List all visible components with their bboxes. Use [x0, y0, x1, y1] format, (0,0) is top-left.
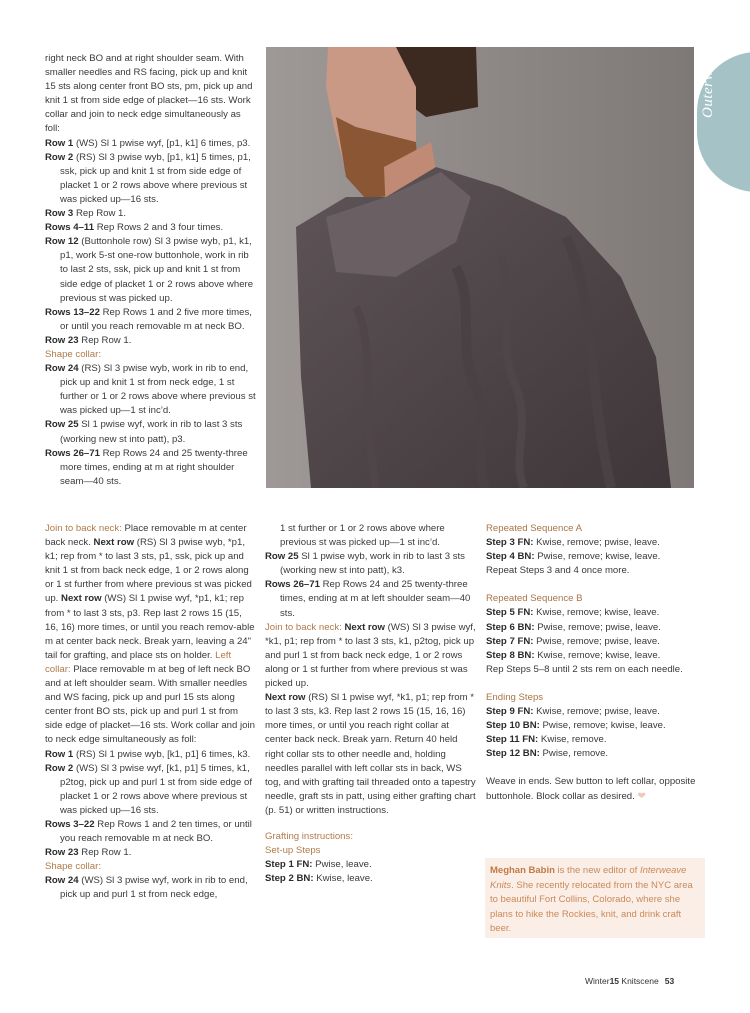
- join-back-neck-paragraph-2: Join to back neck: Next row (WS) Sl 3 pwise wyf, *k1, p1; rep from * to last 3 sts, k1, p2tog, pick up and purl 1 st from back neck edge, 1 or 2 rows along or 1 st further from where previous st was picked up.: [265, 621, 476, 690]
- grafting-step: Step 6 BN: Pwise, remove; pwise, leave.: [486, 621, 661, 633]
- column-3: [486, 522, 698, 804]
- grafting-step: Step 4 BN: Pwise, remove; kwise, leave.: [486, 551, 661, 563]
- join-back-neck-paragraph: Join to back neck: Place removable m at center back neck. Next row (RS) Sl 3 pwise wyb, *p1, k1; rep from * to last 3 sts, p1, ssk, pick up and knit 1 st from back neck edge, 1 or 2 rows along or 1 st further from where previous st was picked up. Next row (WS) Sl 1 pwise wyf, *p1, k1; rep from * to last 3 sts, p3. Rep last 2 rows 15 (15, 16, 16) more times, or until you reach remov-able m at center back neck. Break yarn, leaving a 24" tail for grafting, and place sts on holder. Left collar: Place removable m at beg of left neck BO and at left shoulder seam. With smaller needles and WS facing, pick up and purl 15 sts along center front BO sts, pick up and purl 1 st from side edge of placket—16 sts. Work collar and join to neck edge simultaneously as foll:: [45, 523, 255, 746]
- pattern-row: Row 2 (RS) Sl 3 pwise wyb, [p1, k1] 5 times, p1, ssk, pick up and knit 1 st from side edge of placket 1 or 2 rows above where previous st was picked up—16 sts.: [45, 151, 251, 205]
- pattern-row: Row 25 Sl 1 pwise wyb, work in rib to last 3 sts (working new st into patt), k3.: [265, 551, 465, 577]
- shape-collar-heading-2: Shape collar:: [45, 861, 101, 873]
- row-24-left: Row 24 (WS) Sl 3 pwise wyf, work in rib to end, pick up and purl 1 st from neck edge,: [45, 875, 248, 901]
- grafting-step: Step 7 FN: Pwise, remove; pwise, leave.: [486, 635, 660, 647]
- grafting-step: Step 3 FN: Kwise, remove; pwise, leave.: [486, 537, 660, 549]
- grafting-step: Step 10 BN: Pwise, remove; kwise, leave.: [486, 720, 666, 732]
- pattern-row: Row 23 Rep Row 1.: [45, 847, 132, 859]
- grafting-step: Step 2 BN: Kwise, leave.: [265, 873, 373, 885]
- bio-text: Meghan Babin is the new editor of Interweave Knits. She recently relocated from the NYC area to beautiful Fort Collins, Colorado, where she plans to hike the Rockies, knit, and drink craft beer.: [490, 865, 693, 934]
- grafting-step: Step 12 BN: Pwise, remove.: [486, 748, 609, 760]
- intro-text: right neck BO and at right shoulder seam. With smaller needles and RS facing, pick up and knit 15 sts along center front BO sts, pm, pick up and knit 1 st from side edge of placket—16 sts. Work collar and join to neck edge simultaneously as foll:: [45, 53, 253, 135]
- join-back-neck-heading: Join to back neck:: [45, 523, 122, 534]
- sequence-a-heading: Repeated Sequence A: [486, 523, 583, 534]
- pattern-row: Rows 3–22 Rep Rows 1 and 2 ten times, or until you reach removable m at neck BO.: [45, 818, 252, 845]
- pattern-row: Row 3 Rep Row 1.: [45, 208, 127, 220]
- pattern-row: Row 12 (Buttonhole row) Sl 3 pwise wyb, p1, k1, p1, work 5-st one-row buttonhole, work in rib to last 2 sts, ssk, pick up and knit 1 st from side edge of placket 1 or 2 rows above where previous st was picked up.: [45, 236, 254, 304]
- continued-text: 1 st further or 1 or 2 rows above where previous st was picked up—1 st inc’d.: [280, 523, 445, 549]
- pattern-row: Rows 26–71 Rep Rows 24 and 25 twenty-three more times, ending at m at right shoulder seam—40 sts.: [45, 447, 248, 487]
- page-footer: Winter15 Knitscene 53: [585, 976, 675, 986]
- sequence-b-note: Rep Steps 5–8 until 2 sts rem on each needle.: [486, 663, 683, 675]
- page-number: 53: [664, 976, 675, 986]
- pattern-row: Row 25 Sl 1 pwise wyf, work in rib to last 3 sts (working new st into patt), p3.: [45, 419, 243, 445]
- heart-icon: ❤: [637, 790, 646, 802]
- section-tab-label: Outerwear: [700, 48, 716, 118]
- sequence-b-heading: Repeated Sequence B: [486, 593, 583, 605]
- sweater-photo: [266, 47, 694, 488]
- grafting-step: Step 11 FN: Kwise, remove.: [486, 734, 607, 746]
- next-row-paragraph: Next row (RS) Sl 1 pwise wyf, *k1, p1; rep from * to last 3 sts, k3. Rep last 2 rows 15 (15, 16, 16) more times, or until you reach right collar at center back neck. Break yarn. Return 40 held right collar sts to other needle and, holding needles parallel with left collar sts in back, WS tog, and with grafting tail threaded onto a tapestry needle, graft sts in patt, using either grafting chart (p. 51) or written instructions.: [265, 692, 476, 816]
- finishing-text: Weave in ends. Sew button to left collar, opposite buttonhole. Block collar as desired. ❤: [486, 776, 696, 802]
- left-collar-heading: Left collar:: [45, 649, 232, 675]
- grafting-step: Step 1 FN: Pwise, leave.: [265, 859, 372, 871]
- pattern-row: Rows 13–22 Rep Rows 1 and 2 five more times, or until you reach removable m at neck BO.: [45, 306, 252, 332]
- grafting-step: Step 5 FN: Kwise, remove; kwise, leave.: [486, 607, 660, 619]
- pattern-row: Row 1 (WS) Sl 1 pwise wyf, [p1, k1] 6 times, p3.: [45, 137, 251, 149]
- column-2: [265, 522, 477, 886]
- pattern-row: Row 24 (RS) Sl 3 pwise wyb, work in rib to end, pick up and knit 1 st from neck edge, 1 st further or 1 or 2 rows above where previous st was picked up—1 st inc’d.: [45, 363, 256, 417]
- pattern-row: Rows 4–11 Rep Rows 2 and 3 four times.: [45, 222, 224, 234]
- ending-steps-heading: Ending Steps: [486, 691, 544, 703]
- sequence-a-note: Repeat Steps 3 and 4 once more.: [486, 565, 630, 577]
- pattern-row: Row 23 Rep Row 1.: [45, 334, 132, 346]
- pattern-row: Row 1 (RS) Sl 1 pwise wyb, [k1, p1] 6 times, k3.: [45, 748, 251, 760]
- setup-steps-heading: Set-up Steps: [265, 845, 321, 857]
- column-1-lower: [45, 522, 257, 903]
- grafting-step: Step 9 FN: Kwise, remove; pwise, leave.: [486, 706, 660, 718]
- grafting-step: Step 8 BN: Kwise, remove; kwise, leave.: [486, 649, 661, 661]
- pattern-row: Rows 26–71 Rep Rows 24 and 25 twenty-three times, ending at m at left shoulder seam—40 sts.: [265, 579, 471, 619]
- column-1: [45, 52, 257, 489]
- pattern-row: Row 2 (WS) Sl 3 pwise wyf, [k1, p1] 5 times, k1, p2tog, pick up and purl 1 st from side edge of placket 1 or 2 rows above where previous st was picked up—16 sts.: [45, 762, 252, 816]
- grafting-heading: Grafting instructions:: [265, 830, 353, 842]
- shape-collar-heading: Shape collar:: [45, 348, 101, 360]
